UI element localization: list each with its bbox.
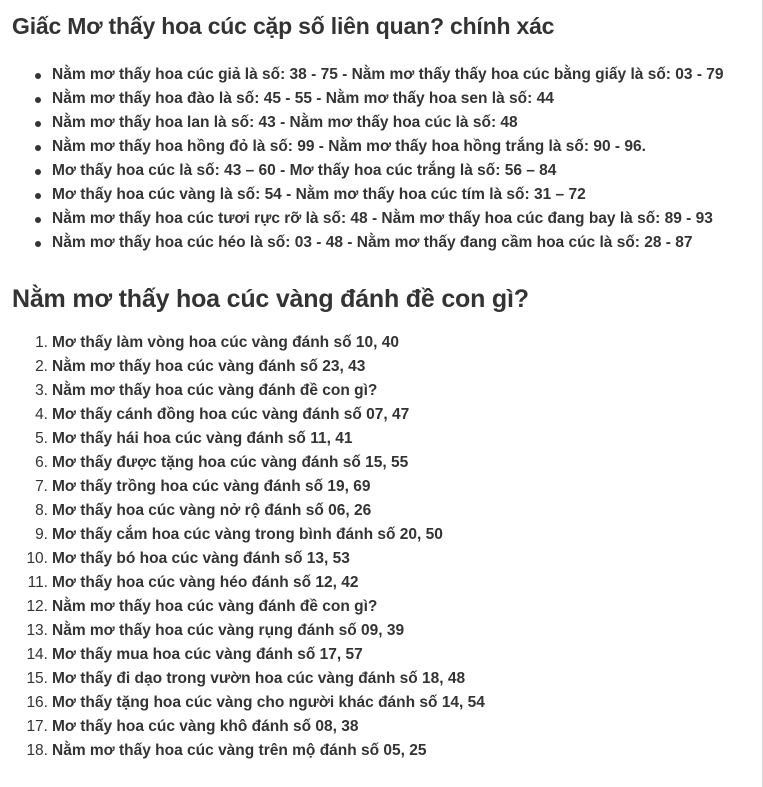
numbered-list-item (12, 355, 762, 379)
item-number: 8. (35, 502, 48, 519)
list-item (12, 183, 762, 207)
numbered-list-item (12, 403, 762, 427)
list-item-text: Nằm mơ thấy hoa đào là số: 45 - 55 - Nằm mơ thấy hoa sen là số: 44 (52, 90, 554, 107)
numbered-list-item (12, 715, 762, 739)
list-item (12, 159, 762, 183)
list-item-text: Nằm mơ thấy hoa cúc héo là số: 03 - 48 - Nằm mơ thấy đang cầm hoa cúc là số: 28 - 87 (52, 234, 693, 251)
item-text: Mơ thấy cánh đồng hoa cúc vàng đánh số 07, 47 (52, 406, 410, 423)
section-heading-lucky-numbers: Giấc Mơ thấy hoa cúc cặp số liên quan? chính xác (12, 13, 555, 39)
item-text: Mơ thấy được tặng hoa cúc vàng đánh số 15, 55 (52, 454, 409, 471)
item-number: 18. (26, 742, 48, 759)
numbered-list-item (12, 379, 762, 403)
item-number: 15. (26, 670, 48, 687)
numbered-list-item (12, 667, 762, 691)
item-number: 6. (35, 454, 48, 471)
bullet-icon (35, 217, 41, 223)
item-text: Nằm mơ thấy hoa cúc vàng rụng đánh số 09, 39 (52, 622, 405, 639)
list-item (12, 111, 762, 135)
list-item (12, 63, 762, 87)
bullet-icon (35, 145, 41, 151)
item-text: Mơ thấy cắm hoa cúc vàng trong bình đánh số 20, 50 (52, 526, 443, 543)
list-item-text: Nằm mơ thấy hoa cúc tươi rực rỡ là số: 48 - Nằm mơ thấy hoa cúc đang bay là số: 89 - 93 (52, 210, 713, 227)
item-text: Mơ thấy mua hoa cúc vàng đánh số 17, 57 (52, 646, 363, 663)
list-item-text: Nằm mơ thấy hoa cúc giả là số: 38 - 75 - Nằm mơ thấy thấy hoa cúc bằng giấy là số: 03 - 79 (52, 66, 724, 83)
numbered-list-item (12, 523, 762, 547)
numbered-list-item (12, 475, 762, 499)
item-number: 14. (26, 646, 48, 663)
bullet-icon (35, 73, 41, 79)
numbered-list-item (12, 691, 762, 715)
item-number: 1. (35, 334, 48, 351)
list-item (12, 135, 762, 159)
lucky-numbers-list (12, 63, 762, 255)
list-item-text: Mơ thấy hoa cúc là số: 43 – 60 - Mơ thấy hoa cúc trắng là số: 56 – 84 (52, 162, 557, 179)
numbered-list-item (12, 331, 762, 355)
bullet-icon (35, 121, 41, 127)
numbered-list-item (12, 595, 762, 619)
item-text: Nằm mơ thấy hoa cúc vàng trên mộ đánh số 05, 25 (52, 742, 427, 759)
numbered-list-item (12, 547, 762, 571)
item-number: 9. (35, 526, 48, 543)
item-number: 12. (26, 598, 48, 615)
list-item (12, 231, 762, 255)
bullet-icon (35, 169, 41, 175)
item-text: Nằm mơ thấy hoa cúc vàng đánh đề con gì? (52, 382, 378, 399)
item-number: 4. (35, 406, 48, 423)
item-number: 10. (26, 550, 48, 567)
item-text: Mơ thấy tặng hoa cúc vàng cho người khác đánh số 14, 54 (52, 694, 485, 711)
numbered-list-item (12, 643, 762, 667)
list-item (12, 207, 762, 231)
item-number: 13. (26, 622, 48, 639)
numbered-list-item (12, 451, 762, 475)
item-text: Nằm mơ thấy hoa cúc vàng đánh số 23, 43 (52, 358, 366, 375)
item-text: Mơ thấy làm vòng hoa cúc vàng đánh số 10, 40 (52, 334, 399, 351)
item-number: 11. (27, 574, 48, 591)
section-heading-yellow-daisy: Nằm mơ thấy hoa cúc vàng đánh đề con gì? (12, 285, 529, 313)
item-number: 17. (26, 718, 48, 735)
bullet-icon (35, 241, 41, 247)
numbered-list-item (12, 739, 762, 763)
item-text: Mơ thấy hái hoa cúc vàng đánh số 11, 41 (52, 430, 353, 447)
item-number: 2. (35, 358, 48, 375)
item-text: Mơ thấy hoa cúc vàng héo đánh số 12, 42 (52, 574, 359, 591)
item-text: Mơ thấy đi dạo trong vườn hoa cúc vàng đánh số 18, 48 (52, 670, 466, 687)
bullet-icon (35, 193, 41, 199)
item-number: 5. (35, 430, 48, 447)
numbered-list-item (12, 427, 762, 451)
list-item-text: Nằm mơ thấy hoa lan là số: 43 - Nằm mơ thấy hoa cúc là số: 48 (52, 114, 518, 131)
list-item-text: Nằm mơ thấy hoa hồng đỏ là số: 99 - Nằm mơ thấy hoa hồng trắng là số: 90 - 96. (52, 138, 646, 155)
numbered-list-item (12, 499, 762, 523)
bullet-icon (35, 97, 41, 103)
yellow-daisy-numbered-list (12, 331, 762, 763)
item-text: Nằm mơ thấy hoa cúc vàng đánh đề con gì? (52, 598, 378, 615)
item-text: Mơ thấy bó hoa cúc vàng đánh số 13, 53 (52, 550, 350, 567)
item-number: 7. (35, 478, 48, 495)
numbered-list-item (12, 619, 762, 643)
item-number: 16. (26, 694, 48, 711)
item-number: 3. (35, 382, 48, 399)
list-item (12, 87, 762, 111)
item-text: Mơ thấy hoa cúc vàng khô đánh số 08, 38 (52, 718, 359, 735)
numbered-list-item (12, 571, 762, 595)
item-text: Mơ thấy trồng hoa cúc vàng đánh số 19, 69 (52, 478, 371, 495)
list-item-text: Mơ thấy hoa cúc vàng là số: 54 - Nằm mơ thấy hoa cúc tím là số: 31 – 72 (52, 186, 586, 203)
item-text: Mơ thấy hoa cúc vàng nở rộ đánh số 06, 26 (52, 502, 372, 519)
